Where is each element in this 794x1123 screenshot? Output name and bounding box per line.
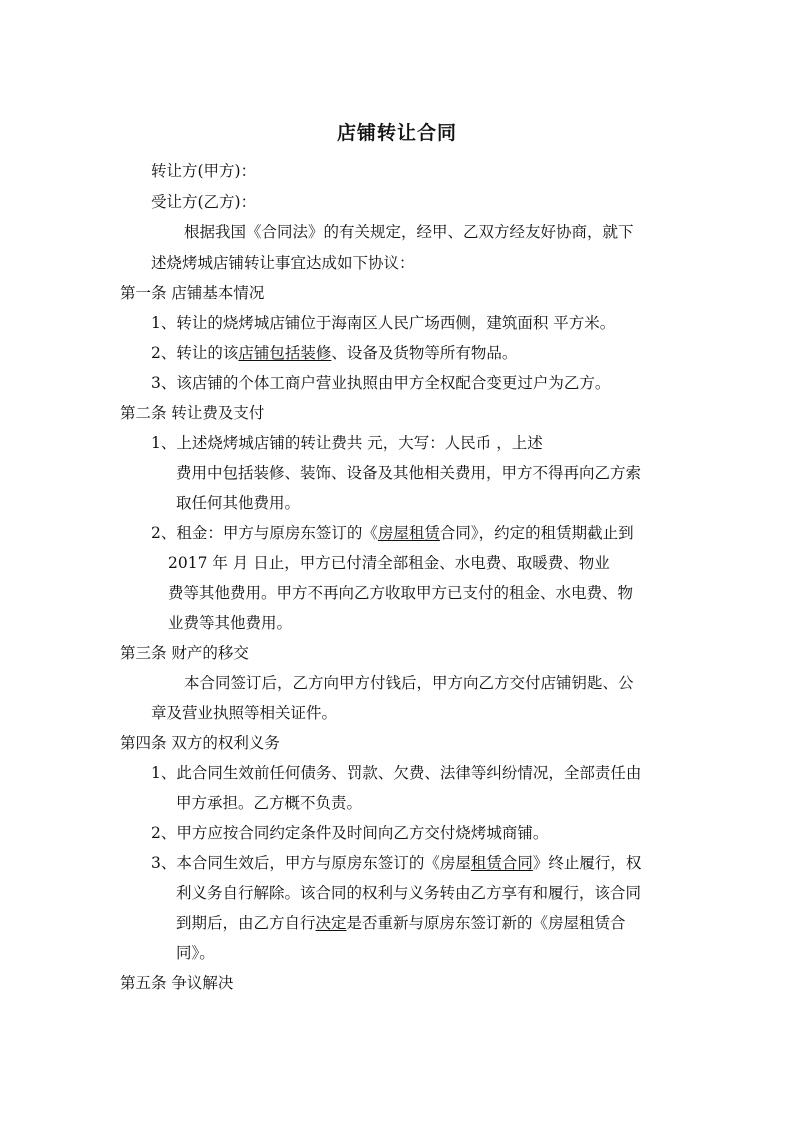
preamble-line-2: 述烧烤城店铺转让事宜达成如下协议： <box>151 254 415 272</box>
page-title: 店铺转让合同 <box>336 122 457 144</box>
article-1-item-3: 3、该店铺的个体工商户营业执照由甲方全权配合变更过户为乙方。 <box>151 374 611 392</box>
text-run: 是否重新与原房东签订新的《房屋租赁合 <box>346 914 626 932</box>
article-4-item-3-line-1 <box>151 853 641 873</box>
article-2-item-1-line-1: 1、上述烧烤城店铺的转让费共 元，大写：人民币 ，上述 <box>151 434 543 452</box>
underlined-text: 租赁合同 <box>470 854 533 872</box>
underlined-text: 决定 <box>315 914 347 932</box>
article-1-item-1: 1、转让的烧烤城店铺位于海南区人民广场西侧，建筑面积 平方米。 <box>151 314 616 332</box>
article-4-item-3-line-2: 利义务自行解除。该合同的权利与义务转由乙方享有和履行，该合同 <box>176 884 642 902</box>
article-1-heading: 第一条 店铺基本情况 <box>120 284 265 302</box>
text-run: 2、转让的该 <box>151 344 239 362</box>
text-run: 》终止履行，权 <box>532 854 642 872</box>
underlined-text: 房屋租赁 <box>377 524 440 542</box>
article-4-item-2: 2、甲方应按合同约定条件及时间向乙方交付烧烤城商铺。 <box>151 824 549 842</box>
article-3-heading: 第三条 财产的移交 <box>120 644 249 662</box>
underlined-text: 店铺包括装修 <box>238 344 332 362</box>
article-2-item-1-line-2: 费用中包括装修、装饰、设备及其他相关费用，甲方不得再向乙方索 <box>176 464 642 482</box>
article-5-heading: 第五条 争议解决 <box>120 974 234 992</box>
article-2-item-1-line-3: 取任何其他费用。 <box>176 494 301 512</box>
article-3-line-2: 章及营业执照等相关证件。 <box>151 704 338 722</box>
article-2-item-2-line-4: 业费等其他费用。 <box>168 614 293 632</box>
party-b-line: 受让方(乙方)： <box>151 193 257 211</box>
party-a-line: 转让方(甲方)： <box>151 162 257 180</box>
text-run: 合同》，约定的租赁期截止到 <box>439 524 634 542</box>
article-3-line-1: 本合同签订后，乙方向甲方付钱后，甲方向乙方交付店铺钥匙、公 <box>184 674 634 692</box>
article-2-item-2-line-3: 费等其他费用。甲方不再向乙方收取甲方已支付的租金、水电费、物 <box>168 584 634 602</box>
text-run: 2、租金：甲方与原房东签订的《 <box>151 524 378 542</box>
article-2-item-2-line-2: 2017 年 月 日止，甲方已付清全部租金、水电费、取暖费、物业 <box>168 554 610 572</box>
article-1-item-2 <box>151 343 517 363</box>
text-run: 到期后，由乙方自行 <box>176 914 316 932</box>
preamble-line-1: 根据我国《合同法》的有关规定，经甲、乙双方经友好协商，就下 <box>184 223 634 241</box>
article-4-item-1-line-1: 1、此合同生效前任何债务、罚款、欠费、法律等纠纷情况，全部责任由 <box>151 764 642 782</box>
article-4-item-3-line-3 <box>176 913 626 933</box>
text-run: 、设备及货物等所有物品。 <box>331 344 518 362</box>
article-2-item-2-line-1 <box>151 523 634 543</box>
article-4-heading: 第四条 双方的权利义务 <box>120 734 280 752</box>
text-run: 3、本合同生效后，甲方与原房东签订的《房屋 <box>151 854 471 872</box>
article-2-heading: 第二条 转让费及支付 <box>120 404 265 422</box>
article-4-item-3-line-4: 同》。 <box>176 944 215 962</box>
article-4-item-1-line-2: 甲方承担。乙方概不负责。 <box>176 794 363 812</box>
